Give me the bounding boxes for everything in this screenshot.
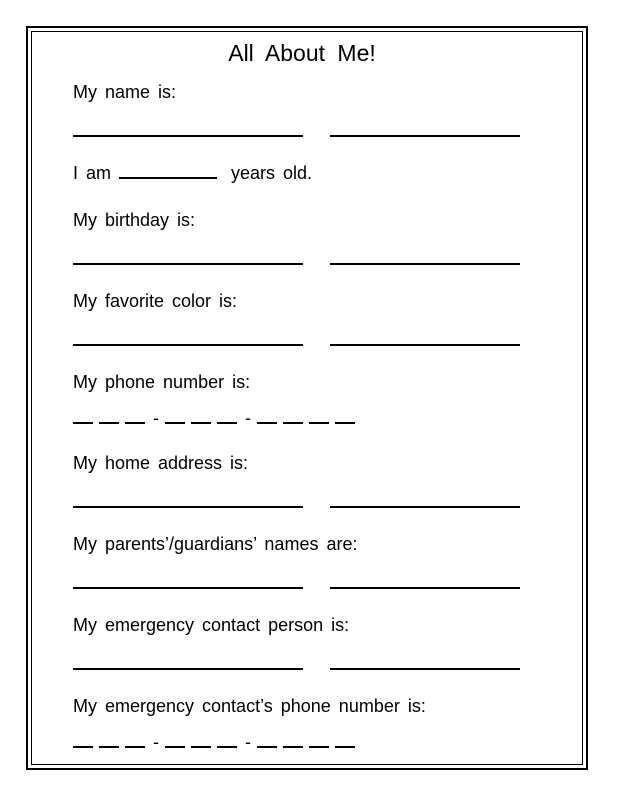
age-blank[interactable] <box>119 163 217 179</box>
phone-separator: - <box>245 732 251 752</box>
emergency-phone-prompt: My emergency contact’s phone number is: <box>73 696 426 716</box>
phone-digit[interactable] <box>125 410 145 424</box>
phone-prompt: My phone number is: <box>73 372 251 392</box>
name-first-line[interactable] <box>73 135 303 137</box>
emergency-phone-blanks[interactable] <box>73 732 361 753</box>
phone-digit[interactable] <box>283 410 303 424</box>
phone-digit[interactable] <box>191 734 211 748</box>
phone-digit[interactable] <box>335 734 355 748</box>
address-line-2[interactable] <box>330 506 520 508</box>
phone-digit[interactable] <box>309 410 329 424</box>
phone-digit[interactable] <box>125 734 145 748</box>
emergency-prompt: My emergency contact person is: <box>73 615 350 635</box>
phone-separator: - <box>245 408 251 428</box>
phone-digit[interactable] <box>165 734 185 748</box>
phone-digit[interactable] <box>309 734 329 748</box>
birthday-line-1[interactable] <box>73 263 303 265</box>
phone-separator: - <box>153 408 159 428</box>
inner-border <box>31 31 583 765</box>
color-line-1[interactable] <box>73 344 303 346</box>
emergency-line-1[interactable] <box>73 668 303 670</box>
parents-line-1[interactable] <box>73 587 303 589</box>
phone-digit[interactable] <box>217 410 237 424</box>
phone-digit[interactable] <box>257 410 277 424</box>
birthday-line-2[interactable] <box>330 263 520 265</box>
parents-prompt: My parents’/guardians’ names are: <box>73 534 358 554</box>
phone-digit[interactable] <box>191 410 211 424</box>
color-line-2[interactable] <box>330 344 520 346</box>
name-last-line[interactable] <box>330 135 520 137</box>
phone-digit[interactable] <box>73 410 93 424</box>
phone-digit[interactable] <box>257 734 277 748</box>
age-suffix: years old. <box>231 163 313 183</box>
phone-digit[interactable] <box>217 734 237 748</box>
name-prompt: My name is: <box>73 82 177 102</box>
address-prompt: My home address is: <box>73 453 249 473</box>
phone-separator: - <box>153 732 159 752</box>
age-prompt <box>73 163 312 184</box>
phone-digit[interactable] <box>165 410 185 424</box>
emergency-line-2[interactable] <box>330 668 520 670</box>
phone-blanks[interactable] <box>73 408 361 429</box>
birthday-prompt: My birthday is: <box>73 210 196 230</box>
phone-digit[interactable] <box>73 734 93 748</box>
phone-digit[interactable] <box>99 410 119 424</box>
phone-digit[interactable] <box>335 410 355 424</box>
phone-digit[interactable] <box>283 734 303 748</box>
age-prefix: I am <box>73 163 112 183</box>
page-title: All About Me! <box>228 40 376 66</box>
address-line-1[interactable] <box>73 506 303 508</box>
color-prompt: My favorite color is: <box>73 291 238 311</box>
parents-line-2[interactable] <box>330 587 520 589</box>
phone-digit[interactable] <box>99 734 119 748</box>
